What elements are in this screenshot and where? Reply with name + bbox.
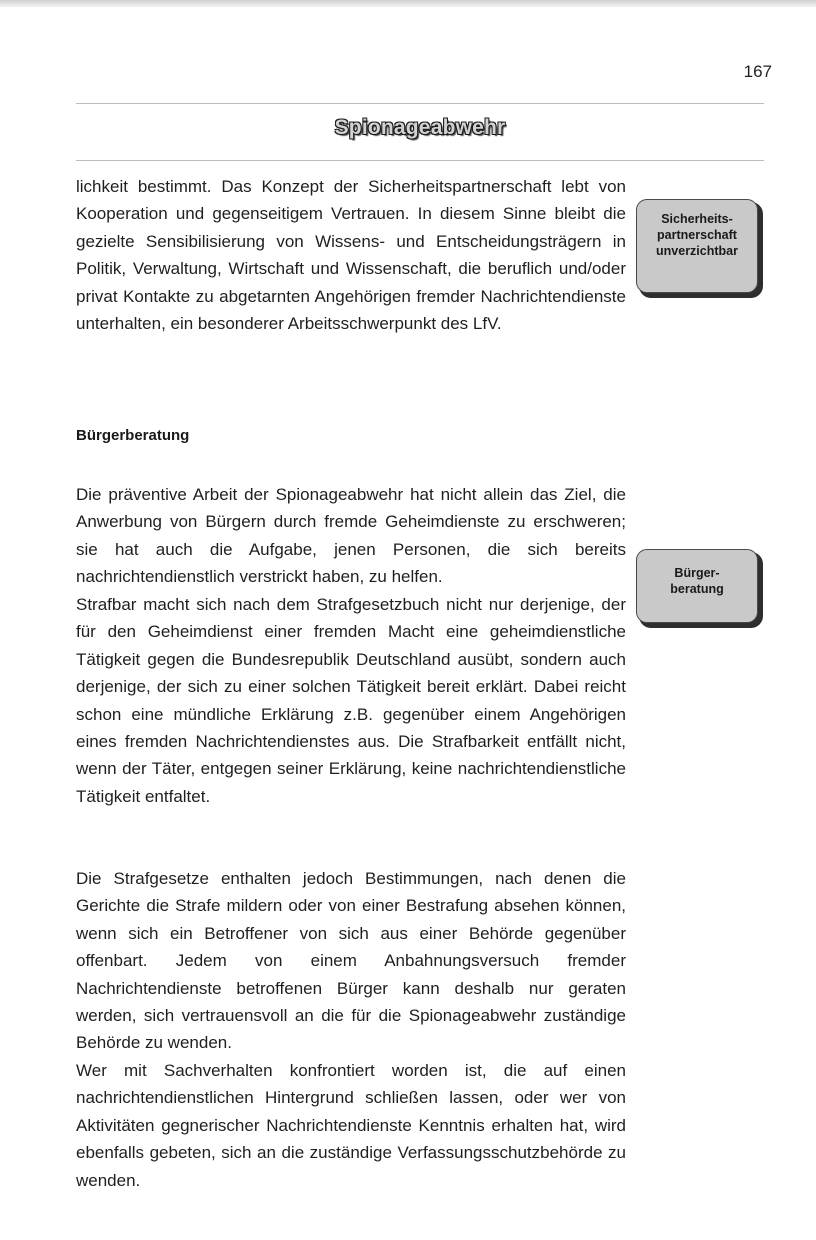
section-heading: Bürgerberatung (76, 427, 190, 444)
margin-note-line: unverzichtbar (656, 244, 738, 258)
paragraph-sachverhalte: Wer mit Sachverhalten konfrontiert worden ist, die auf einen nachrichtendienstlichen Hintergrund schließen lassen, oder wer von Aktivitäten gegnerischer Nachrichtendienste Kenntnis erhalten hat, wird ebenfalls gebeten, sich an die zuständige Verfassungsschutzbehörde zu wenden. (76, 1061, 626, 1190)
margin-note-sicherheitspartnerschaft (636, 199, 758, 293)
chapter-title: Spionageabwehr (334, 116, 506, 139)
paragraph-strafmilderung: Die Strafgesetze enthalten jedoch Bestimmungen, nach denen die Gerichte die Strafe mildern oder von einer Bestrafung absehen können, wenn sich ein Betroffener von sich aus einer Behörde gegenüber offenbart. Jedem von einem Anbahnungsversuch fremder Nachrichtendienste betroffenen Bürger kann deshalb nur geraten werden, sich vertrauensvoll an die für die Spionageabwehr zuständige Behörde zu wenden. (76, 869, 626, 1053)
margin-note-line: Sicherheits- (661, 212, 733, 226)
header-rule-top (76, 103, 764, 104)
header-rule-bottom (76, 160, 764, 161)
page-top-edge (0, 0, 816, 7)
margin-note-line: beratung (670, 582, 724, 596)
paragraph-praeventive-arbeit: Die präventive Arbeit der Spionageabwehr hat nicht allein das Ziel, die Anwerbung von Bürgern durch fremde Geheimdienste zu erschweren; sie hat auch die Aufgabe, jenen Personen, die sich bereits nachrichtendienstlich verstrickt haben, zu helfen. (76, 485, 626, 587)
margin-note-line: partnerschaft (657, 228, 737, 242)
margin-note-buergerberatung (636, 549, 758, 623)
page-number: 167 (743, 62, 772, 81)
paragraph-sicherheitspartnerschaft: lichkeit bestimmt. Das Konzept der Sicherheitspartnerschaft lebt von Kooperation und gegenseitigem Vertrauen. In diesem Sinne bleibt die gezielte Sensibilisierung von Wissens- und Entscheidungsträgern in Politik, Verwaltung, Wirtschaft und Wissenschaft, die beruflich und/oder privat Kontakte zu abgetarnten Angehörigen fremder Nachrichtendienste unterhalten, ein besonderer Arbeitsschwerpunkt des LfV. (76, 177, 626, 334)
paragraph-strafbarkeit: Strafbar macht sich nach dem Strafgesetzbuch nicht nur derjenige, der für den Geheimdienst einer fremden Macht eine geheimdienstliche Tätigkeit gegen die Bundesrepublik Deutschland ausübt, sondern auch derjenige, der sich zu einer solchen Tätigkeit bereit erklärt. Dabei reicht schon eine mündliche Erklärung z.B. gegenüber einem Angehörigen eines fremden Nachrichtendienstes aus. Die Strafbarkeit entfällt nicht, wenn der Täter, entgegen seiner Erklärung, keine nachrichtendienstliche Tätigkeit entfaltet. (76, 595, 626, 806)
margin-note-line: Bürger- (674, 566, 720, 580)
